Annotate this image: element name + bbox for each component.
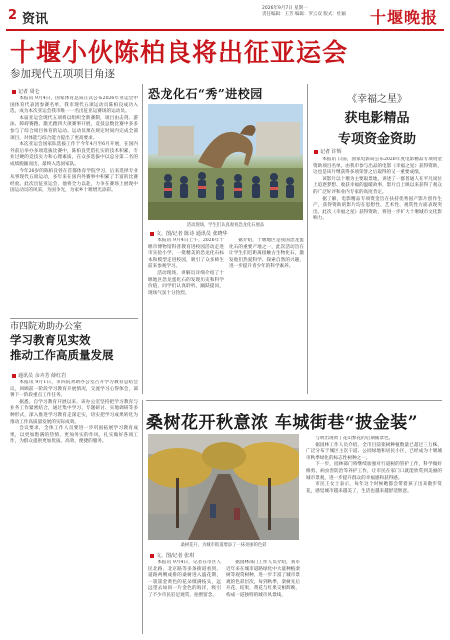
page-number: 2 (8, 8, 18, 23)
header-rule (6, 29, 444, 31)
lead-paragraph: 本届亚运会现代五项将以组织全新赛制，项目由击剑、游泳、障碍赛跑、激光跑四大项赛事开展，竞技总数比赛中多多参与了综合项目体育的运动。运动员须在规定时间内完成全部项目，对体能与综合能力提出了更高要求。 (10, 115, 138, 141)
center-headline-top: 市四院劝助办公室 (10, 322, 83, 332)
byline-square-icon (150, 554, 154, 558)
section-name: 资讯 (22, 12, 49, 27)
center-headline-main: 学习教育见实效 (10, 333, 91, 347)
lead-subheadline: 参加现代五项项目角逐 (10, 68, 115, 80)
section-divider (146, 400, 442, 401)
prize-headline-main: 获电影精品 (344, 111, 410, 126)
lead-body (10, 96, 138, 316)
cangling-byline (150, 552, 194, 559)
fossil-photo-illustration (148, 104, 303, 220)
fossil-photo (148, 104, 303, 220)
cangling-headline: 桑树花开秋意浓 车城街巷“披金装” (146, 413, 418, 433)
byline-square-icon (12, 90, 16, 94)
lead-paragraph: 本报讯 9月4日，国家体育总局正式公布2026年亚运会中国体育代表团参赛名单，我市现代五项运动员陈柏良成功入选，成为本次亚运会我市唯一一名出征亚运赛场的运动员。 (10, 96, 138, 115)
center-headline-bottom: 推动工作高质量发展 (10, 348, 114, 362)
fossil-paragraph: 活动现场，讲解员详细介绍了十堰地区恐龙蛋化石的发现历史和科学价值，同学们认真聆听、踊跃提问，现场气氛十分热烈。 (148, 270, 224, 296)
prize-paragraph: 据了解，电影精品专项资金旨在扶持优秀国产影片创作生产，获得资助的影片均在思想性、艺术性、观赏性方面表现突出。此次《幸福之星》获得资助，将进一步扩大十堰城市文化影响力。 (313, 196, 442, 222)
prize-body (313, 157, 442, 395)
center-paragraph: 本报讯 9月1日，市四院劝助办公室召开学习教育总结会议，回顾前一阶段学习教育开展情况，交流学习心得体会，部署下一阶段重点工作任务。 (10, 380, 138, 399)
cangling-paragraph: 据园林工作人员介绍，全市目前栾树种植数量已超过三万株，广泛分布于城区主次干道、公园绿地和居民小区，已经成为十堰城市秋季绿化的标志性树种之一。 (306, 442, 442, 461)
lead-byline-text: 记者 周仑 (18, 89, 40, 95)
cangling-photo (148, 434, 299, 540)
fossil-photo-caption: 活动现场，学生们认真观看恐龙化石展品 (186, 223, 265, 228)
cangling-photo-illustration (148, 434, 299, 540)
cangling-paragraph: 本报讯 9月4日，记者在市区人民北路、北京路等多条街道看到，道路两侧成排的桑树进入盛花期，一簇簇金黄色的花朵缀满枝头，远远望去如同一片金色的海洋，吸引了不少市民驻足观赏、拍照留念。 (148, 560, 221, 598)
column-divider (142, 84, 143, 394)
prize-byline-text: 记者 许辉 (320, 149, 342, 155)
issue-meta (262, 6, 352, 18)
masthead-logo: 十堰晚报 (369, 8, 438, 27)
cangling-paragraph: 市民王女士表示，每年这个时候她都会带着孩子出来散步赏花，感觉城市越来越美了，生活也越来越舒适惬意。 (306, 482, 442, 494)
fossil-headline: 恐龙化石“秀”进校园 (148, 87, 263, 101)
lead-headline: 十堰小伙陈柏良将出征亚运会 (10, 38, 349, 67)
prize-paragraph: 该影片以十堰为主要取景地，讲述了一群普通人在平凡岗位上追逐梦想、收获幸福的温暖故事，影片自上映以来获得了观众的广泛好评和业内专家的高度肯定。 (313, 176, 442, 195)
column-divider (307, 84, 308, 394)
page-header (0, 0, 450, 30)
prize-paragraph: 本报讯 日前，国家电影局公布2026年度电影精品专项资金资助项目名单，由我市参与出品的电影《幸福之星》获得资助，这也是该片继获得多项荣誉之后取得的又一重要成绩。 (313, 157, 442, 176)
cangling-photo-caption: 桑树花开，为城市街道增添了一抹亮丽的色彩 (180, 543, 267, 548)
center-byline (12, 372, 66, 379)
fossil-byline (150, 230, 227, 237)
prize-byline (314, 148, 342, 155)
cangling-paragraph: 与明出现黄丁花山繁花的后期铺景色。 (315, 436, 394, 441)
center-headline (10, 322, 114, 363)
lead-byline (12, 88, 40, 95)
cangling-body-left (148, 560, 221, 634)
prize-headline-film: 《幸福之星》 (347, 94, 407, 105)
fossil-body-right (229, 238, 304, 396)
issue-editors: 责任编辑：王芳 编辑：罗云双 版式：杜颖 (262, 12, 346, 17)
section-divider (10, 318, 138, 319)
fossil-paragraph: 据介绍，十堰地区是我国恐龙蛋化石的重要产地之一，此次活动旨在让学生们近距离接触古生物化石，激发他们热爱科学、探索自然的兴趣，进一步提升青少年的科学素养。 (229, 238, 304, 270)
cangling-body-mid (226, 560, 300, 634)
center-byline-text: 通讯员 余卉芳 薛红岩 (18, 373, 67, 379)
fossil-body-left (148, 238, 224, 396)
cangling-paragraph: 下一步，园林部门将继续加强对行道树的管护工作，科学做好修剪、病虫害防治等养护工作，让市民在家门口就能欣赏到美丽的城市景观，进一步提升群众的幸福感和获得感。 (306, 462, 442, 481)
lead-paragraph: 今年26岁的陈柏良曾在首都体育学院学习，后来选择专业从事现代五项运动，多年来在国内外赛事中积累了丰富的比赛经验。此次出征亚运会，他将全力以赴，力争在赛场上展现中国运动员的风采，为国争光，为家乡十堰增光添彩。 (10, 168, 138, 194)
issue-date: 2026年9月7日 星期一 (262, 6, 308, 11)
byline-square-icon (12, 374, 16, 378)
center-body (10, 380, 138, 634)
cangling-body-right (306, 436, 442, 634)
fossil-byline-text: 文、图/记者 陈诗 通讯员 张晓华 (156, 231, 228, 237)
byline-square-icon (150, 232, 154, 236)
center-paragraph: 据悉，自学习教育开展以来，该办公室坚持把学习教育与业务工作紧密结合，通过集中学习、专题研讨、实地调研等多种形式，深入推进学习教育走深走实，切实把学习成果转化为推动工作高质量发展的实际成效。 (10, 399, 138, 425)
center-paragraph: 会议要求，全体工作人员要进一步巩固拓展学习教育成果，以更加饱满的热情、更加务实的作风，扎实做好各项工作，为群众提供更加优质、高效、便捷的服务。 (10, 426, 138, 445)
prize-headline (312, 90, 442, 147)
column-divider (142, 400, 143, 634)
cangling-byline-text: 文、图/记者 张琪 (156, 553, 195, 559)
cangling-paragraph: 据园林部门工作人员介绍，我市近年来在城市道路绿化中大量种植栾树等观赏树种，进一步丰富了城市景观的色彩层次，每到秋季，栾树先后开花、结果，黄花与红果交相辉映，构成一道独特的城市风景线。 (226, 560, 300, 598)
fossil-paragraph: 本报讯 9月4日上午，2026年十堰市博物馆科普教育进校园活动走进市实验小学，一批精美的恐龙化石标本和模型走进校园，吸引了众多师生前来参观学习。 (148, 238, 224, 270)
byline-square-icon (314, 150, 318, 154)
lead-paragraph: 本次亚运会国家队选拔工作于今年4月至6月开展，在国内外前后举办多项选拔比赛中，陈柏良凭借扎实的技术积累，专业过硬的竞技实力和心理素质，在众多选拔中以总分第二名的成绩脱颖而出，最终入选国家队。 (10, 142, 138, 167)
prize-headline-second: 专项资金资助 (337, 132, 416, 147)
